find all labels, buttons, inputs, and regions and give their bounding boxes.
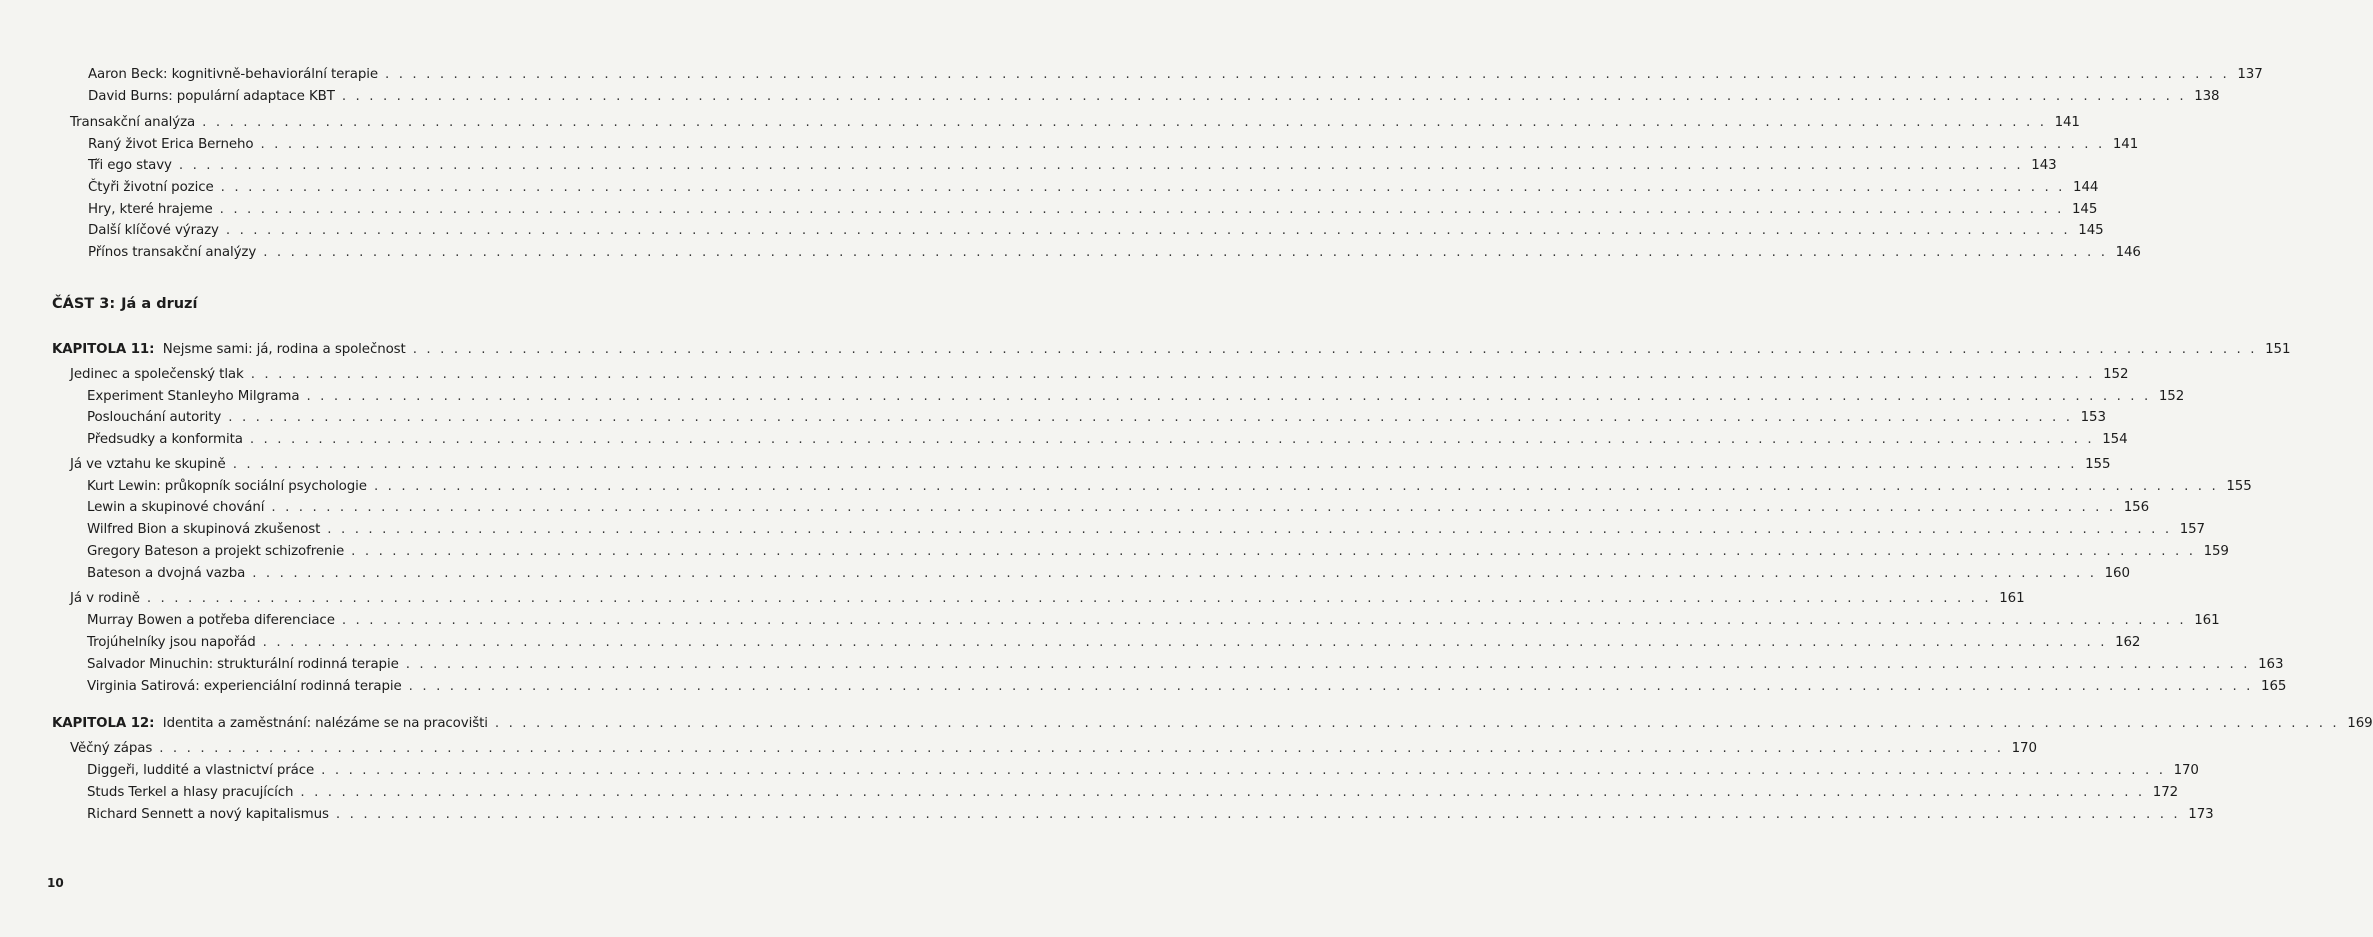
dot-leader <box>263 245 2107 260</box>
toc-entry <box>0 245 2141 267</box>
toc-entry-page: 170 <box>2011 741 2037 756</box>
toc-entry <box>0 500 2150 522</box>
dot-leader <box>336 807 2180 822</box>
dot-leader <box>147 591 1991 606</box>
dot-leader <box>385 67 2229 82</box>
toc-entry-title: Věčný zápas <box>70 741 153 756</box>
toc-entry-page: 141 <box>2054 115 2080 130</box>
dot-leader <box>251 367 2095 382</box>
toc-entry-page: 137 <box>2237 67 2263 82</box>
toc-entry <box>0 679 2287 701</box>
toc-entry-title: Lewin a skupinové chování <box>87 500 265 515</box>
toc-entry-title: Jedinec a společenský tlak <box>70 367 244 382</box>
page-number: 10 <box>47 876 64 890</box>
toc-entry-page: 163 <box>2258 657 2284 672</box>
toc-entry-title: Murray Bowen a potřeba diferenciace <box>87 613 335 628</box>
dot-leader <box>374 479 2218 494</box>
toc-entry-title: Aaron Beck: kognitivně-behaviorální terapie <box>88 67 378 82</box>
dot-leader <box>271 500 2115 515</box>
dot-leader <box>342 613 2186 628</box>
dot-leader <box>233 457 2077 472</box>
toc-entry <box>0 544 2229 566</box>
toc-entry <box>0 180 2099 202</box>
toc-entry-page: 155 <box>2085 457 2111 472</box>
dot-leader <box>409 679 2253 694</box>
dot-leader <box>159 741 2003 756</box>
toc-entry-page: 157 <box>2179 522 2205 537</box>
toc-entry-title: Wilfred Bion a skupinová zkušenost <box>87 522 321 537</box>
chapter-heading <box>0 716 2373 738</box>
chapter-heading <box>0 342 2291 364</box>
dot-leader <box>306 389 2150 404</box>
toc-entry-title: Kurt Lewin: průkopník sociální psychologie <box>87 479 367 494</box>
dot-leader <box>351 544 2195 559</box>
dot-leader <box>252 566 2096 581</box>
chapter-title: Nejsme sami: já, rodina a společnost <box>162 342 406 357</box>
toc-entry-page: 172 <box>2152 785 2179 800</box>
toc-entry-page: 162 <box>2115 635 2141 650</box>
toc-entry <box>0 657 2284 679</box>
toc-entry-page: 152 <box>2158 389 2185 404</box>
toc-entry-page: 141 <box>2112 137 2139 152</box>
toc-entry-page: 151 <box>2265 342 2291 357</box>
dot-leader <box>220 202 2064 217</box>
dot-leader <box>300 785 2144 800</box>
toc-entry <box>0 389 2185 411</box>
toc-entry <box>0 635 2141 657</box>
toc-entry-page: 159 <box>2203 544 2229 559</box>
toc-entry <box>0 522 2205 544</box>
dot-leader <box>226 223 2070 238</box>
toc-entry <box>0 763 2199 785</box>
toc-entry-title: Diggeři, luddité a vlastnictví práce <box>87 763 315 778</box>
toc-entry-page: 161 <box>2194 613 2220 628</box>
toc-entry-title: Virginia Satirová: experienciální rodinná terapie <box>87 679 402 694</box>
toc-entry-page: 169 <box>2347 716 2373 731</box>
dot-leader <box>263 635 2107 650</box>
toc-entry-title: Předsudky a konformita <box>87 432 243 447</box>
toc-entry <box>0 158 2057 180</box>
chapter-label: KAPITOLA 12: <box>52 716 155 731</box>
toc-entry-page: 146 <box>2115 245 2141 260</box>
toc-entry <box>0 785 2179 807</box>
dot-leader <box>179 158 2023 173</box>
dot-leader <box>221 180 2065 195</box>
toc-entry-title: Tři ego stavy <box>88 158 172 173</box>
toc-entry-title: Bateson a dvojná vazba <box>87 566 246 581</box>
toc-entry-title: Richard Sennett a nový kapitalismus <box>87 807 329 822</box>
toc-entry-title: Další klíčové výrazy <box>88 223 219 238</box>
toc-entry-page: 152 <box>2103 367 2129 382</box>
toc-entry-title: Poslouchání autority <box>87 410 222 425</box>
dot-leader <box>250 432 2094 447</box>
toc-entry-title: Čtyři životní pozice <box>88 180 214 195</box>
toc-entry-page: 165 <box>2261 679 2287 694</box>
dot-leader <box>406 657 2250 672</box>
toc-entry-page: 156 <box>2123 500 2150 515</box>
toc-entry-page: 154 <box>2102 432 2128 447</box>
toc-section <box>0 457 2111 479</box>
toc-entry-page: 144 <box>2073 180 2099 195</box>
toc-entry-page: 153 <box>2080 410 2106 425</box>
toc-entry <box>0 202 2098 224</box>
toc-entry-title: Experiment Stanleyho Milgrama <box>87 389 300 404</box>
dot-leader <box>228 410 2072 425</box>
toc-entry <box>0 566 2130 588</box>
toc-entry-page: 173 <box>2188 807 2214 822</box>
toc-entry-page: 155 <box>2226 479 2252 494</box>
toc-entry <box>0 67 2263 89</box>
toc-entry <box>0 432 2128 454</box>
toc-entry-title: Gregory Bateson a projekt schizofrenie <box>87 544 345 559</box>
toc-entry-title: Hry, které hrajeme <box>88 202 213 217</box>
part-label: ČÁST 3: <box>52 296 116 312</box>
toc-entry <box>0 479 2252 501</box>
toc-entry <box>0 223 2104 245</box>
toc-entry-title: Salvador Minuchin: strukturální rodinná terapie <box>87 657 399 672</box>
dot-leader <box>260 137 2104 152</box>
toc-section <box>0 367 2129 389</box>
toc-entry <box>0 410 2106 432</box>
toc-entry-title: David Burns: populární adaptace KBT <box>88 89 335 104</box>
toc-entry-title: Studs Terkel a hlasy pracujících <box>87 785 294 800</box>
toc-entry <box>0 137 2139 159</box>
toc-section <box>0 591 2025 613</box>
part-heading <box>52 296 197 312</box>
toc-entry-title: Já ve vztahu ke skupině <box>70 457 226 472</box>
toc-entry-page: 145 <box>2072 202 2098 217</box>
part-title: Já a druzí <box>121 296 198 312</box>
dot-leader <box>202 115 2046 130</box>
toc-entry-page: 170 <box>2173 763 2199 778</box>
toc-entry-page: 143 <box>2031 158 2057 173</box>
toc-entry <box>0 613 2220 635</box>
dot-leader <box>495 716 2339 731</box>
toc-entry-title: Trojúhelníky jsou napořád <box>87 635 256 650</box>
toc-entry <box>0 89 2220 111</box>
toc-entry-title: Transakční analýza <box>70 115 196 130</box>
toc-section <box>0 115 2080 137</box>
toc-section <box>0 741 2037 763</box>
toc-entry-page: 161 <box>1999 591 2025 606</box>
dot-leader <box>342 89 2186 104</box>
toc-entry-title: Já v rodině <box>70 591 140 606</box>
dot-leader <box>327 522 2171 537</box>
toc-entry-page: 160 <box>2104 566 2130 581</box>
dot-leader <box>413 342 2257 357</box>
chapter-title: Identita a zaměstnání: nalézáme se na pracovišti <box>162 716 488 731</box>
chapter-label: KAPITOLA 11: <box>52 342 155 357</box>
toc-entry-title: Přínos transakční analýzy <box>88 245 257 260</box>
toc-entry-page: 145 <box>2078 223 2104 238</box>
toc-entry-page: 138 <box>2194 89 2220 104</box>
toc-entry <box>0 807 2214 829</box>
dot-leader <box>321 763 2165 778</box>
toc-entry-title: Raný život Erica Berneho <box>88 137 254 152</box>
